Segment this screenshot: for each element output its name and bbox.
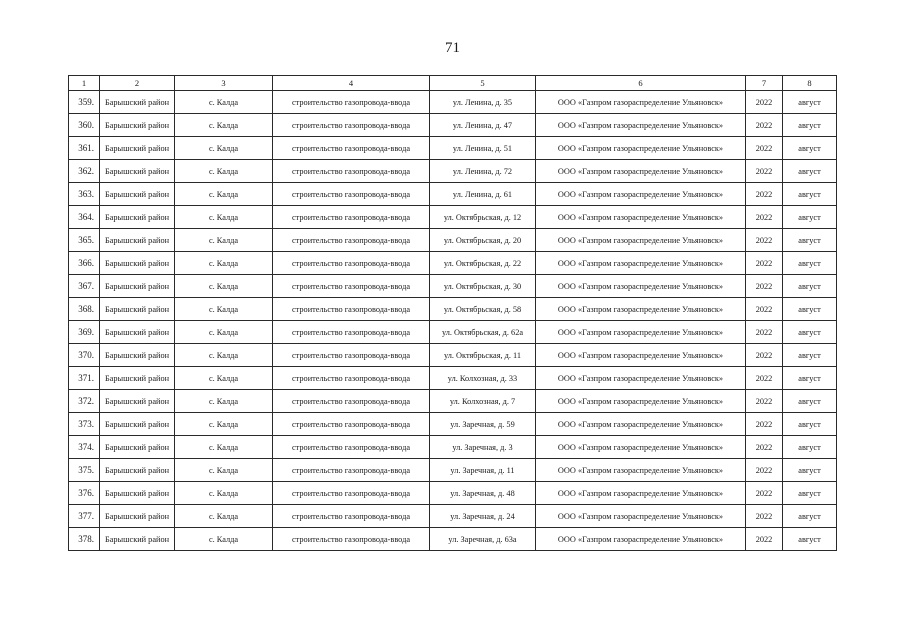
district-cell: Барышский район [100, 528, 175, 551]
table-row [69, 344, 837, 367]
column-header: 3 [175, 76, 273, 91]
organization-cell: ООО «Газпром газораспределение Ульяновск» [536, 91, 746, 114]
village-cell: с. Калда [175, 206, 273, 229]
district-cell: Барышский район [100, 206, 175, 229]
village-cell: с. Калда [175, 321, 273, 344]
year-cell: 2022 [746, 528, 783, 551]
village-cell: с. Калда [175, 183, 273, 206]
table-row [69, 298, 837, 321]
table-row [69, 528, 837, 551]
work-type-cell: строительство газопровода-ввода [273, 275, 430, 298]
work-type-cell: строительство газопровода-ввода [273, 206, 430, 229]
address-cell: ул. Ленина, д. 35 [430, 91, 536, 114]
year-cell: 2022 [746, 413, 783, 436]
table-row [69, 459, 837, 482]
district-cell: Барышский район [100, 482, 175, 505]
village-cell: с. Калда [175, 459, 273, 482]
row-number-cell: 368. [69, 298, 100, 321]
year-cell: 2022 [746, 321, 783, 344]
month-cell: август [783, 137, 837, 160]
table-row [69, 91, 837, 114]
address-cell: ул. Октябрьская, д. 62а [430, 321, 536, 344]
column-header: 8 [783, 76, 837, 91]
table-row [69, 321, 837, 344]
organization-cell: ООО «Газпром газораспределение Ульяновск» [536, 459, 746, 482]
table-row [69, 229, 837, 252]
work-type-cell: строительство газопровода-ввода [273, 183, 430, 206]
organization-cell: ООО «Газпром газораспределение Ульяновск» [536, 413, 746, 436]
column-header: 5 [430, 76, 536, 91]
month-cell: август [783, 413, 837, 436]
district-cell: Барышский район [100, 344, 175, 367]
row-number-cell: 364. [69, 206, 100, 229]
work-type-cell: строительство газопровода-ввода [273, 114, 430, 137]
village-cell: с. Калда [175, 436, 273, 459]
village-cell: с. Калда [175, 298, 273, 321]
address-cell: ул. Октябрьская, д. 58 [430, 298, 536, 321]
district-cell: Барышский район [100, 91, 175, 114]
organization-cell: ООО «Газпром газораспределение Ульяновск» [536, 229, 746, 252]
address-cell: ул. Ленина, д. 61 [430, 183, 536, 206]
year-cell: 2022 [746, 229, 783, 252]
month-cell: август [783, 229, 837, 252]
year-cell: 2022 [746, 482, 783, 505]
row-number-cell: 365. [69, 229, 100, 252]
work-type-cell: строительство газопровода-ввода [273, 528, 430, 551]
district-cell: Барышский район [100, 321, 175, 344]
table-row [69, 413, 837, 436]
works-table [68, 75, 837, 551]
table-row [69, 114, 837, 137]
column-header: 4 [273, 76, 430, 91]
village-cell: с. Калда [175, 91, 273, 114]
month-cell: август [783, 298, 837, 321]
work-type-cell: строительство газопровода-ввода [273, 367, 430, 390]
year-cell: 2022 [746, 160, 783, 183]
month-cell: август [783, 91, 837, 114]
month-cell: август [783, 436, 837, 459]
work-type-cell: строительство газопровода-ввода [273, 252, 430, 275]
organization-cell: ООО «Газпром газораспределение Ульяновск» [536, 160, 746, 183]
organization-cell: ООО «Газпром газораспределение Ульяновск» [536, 436, 746, 459]
row-number-cell: 374. [69, 436, 100, 459]
organization-cell: ООО «Газпром газораспределение Ульяновск» [536, 321, 746, 344]
month-cell: август [783, 528, 837, 551]
year-cell: 2022 [746, 206, 783, 229]
year-cell: 2022 [746, 344, 783, 367]
year-cell: 2022 [746, 252, 783, 275]
table-header-row [69, 76, 837, 91]
column-header: 6 [536, 76, 746, 91]
row-number-cell: 366. [69, 252, 100, 275]
address-cell: ул. Колхозная, д. 33 [430, 367, 536, 390]
organization-cell: ООО «Газпром газораспределение Ульяновск» [536, 114, 746, 137]
row-number-cell: 371. [69, 367, 100, 390]
district-cell: Барышский район [100, 413, 175, 436]
row-number-cell: 369. [69, 321, 100, 344]
address-cell: ул. Ленина, д. 47 [430, 114, 536, 137]
address-cell: ул. Октябрьская, д. 12 [430, 206, 536, 229]
village-cell: с. Калда [175, 390, 273, 413]
month-cell: август [783, 390, 837, 413]
work-type-cell: строительство газопровода-ввода [273, 390, 430, 413]
village-cell: с. Калда [175, 344, 273, 367]
row-number-cell: 370. [69, 344, 100, 367]
address-cell: ул. Заречная, д. 24 [430, 505, 536, 528]
month-cell: август [783, 482, 837, 505]
district-cell: Барышский район [100, 183, 175, 206]
address-cell: ул. Колхозная, д. 7 [430, 390, 536, 413]
district-cell: Барышский район [100, 275, 175, 298]
village-cell: с. Калда [175, 114, 273, 137]
district-cell: Барышский район [100, 229, 175, 252]
organization-cell: ООО «Газпром газораспределение Ульяновск» [536, 183, 746, 206]
table-row [69, 390, 837, 413]
year-cell: 2022 [746, 367, 783, 390]
table-row [69, 482, 837, 505]
village-cell: с. Калда [175, 160, 273, 183]
district-cell: Барышский район [100, 367, 175, 390]
row-number-cell: 377. [69, 505, 100, 528]
row-number-cell: 363. [69, 183, 100, 206]
month-cell: август [783, 183, 837, 206]
row-number-cell: 373. [69, 413, 100, 436]
work-type-cell: строительство газопровода-ввода [273, 160, 430, 183]
row-number-cell: 359. [69, 91, 100, 114]
work-type-cell: строительство газопровода-ввода [273, 91, 430, 114]
year-cell: 2022 [746, 137, 783, 160]
district-cell: Барышский район [100, 298, 175, 321]
row-number-cell: 375. [69, 459, 100, 482]
row-number-cell: 378. [69, 528, 100, 551]
village-cell: с. Калда [175, 482, 273, 505]
village-cell: с. Калда [175, 413, 273, 436]
table-row [69, 183, 837, 206]
year-cell: 2022 [746, 436, 783, 459]
year-cell: 2022 [746, 390, 783, 413]
village-cell: с. Калда [175, 275, 273, 298]
address-cell: ул. Заречная, д. 48 [430, 482, 536, 505]
table-row [69, 206, 837, 229]
address-cell: ул. Заречная, д. 11 [430, 459, 536, 482]
row-number-cell: 376. [69, 482, 100, 505]
work-type-cell: строительство газопровода-ввода [273, 229, 430, 252]
address-cell: ул. Заречная, д. 63а [430, 528, 536, 551]
year-cell: 2022 [746, 91, 783, 114]
organization-cell: ООО «Газпром газораспределение Ульяновск» [536, 505, 746, 528]
year-cell: 2022 [746, 298, 783, 321]
month-cell: август [783, 160, 837, 183]
month-cell: август [783, 206, 837, 229]
month-cell: август [783, 505, 837, 528]
district-cell: Барышский район [100, 137, 175, 160]
row-number-cell: 361. [69, 137, 100, 160]
district-cell: Барышский район [100, 505, 175, 528]
work-type-cell: строительство газопровода-ввода [273, 344, 430, 367]
district-cell: Барышский район [100, 390, 175, 413]
district-cell: Барышский район [100, 436, 175, 459]
year-cell: 2022 [746, 505, 783, 528]
row-number-cell: 372. [69, 390, 100, 413]
table-row [69, 275, 837, 298]
village-cell: с. Калда [175, 229, 273, 252]
organization-cell: ООО «Газпром газораспределение Ульяновск» [536, 298, 746, 321]
village-cell: с. Калда [175, 505, 273, 528]
district-cell: Барышский район [100, 252, 175, 275]
work-type-cell: строительство газопровода-ввода [273, 436, 430, 459]
address-cell: ул. Октябрьская, д. 11 [430, 344, 536, 367]
year-cell: 2022 [746, 183, 783, 206]
month-cell: август [783, 459, 837, 482]
month-cell: август [783, 275, 837, 298]
column-header: 7 [746, 76, 783, 91]
month-cell: август [783, 367, 837, 390]
year-cell: 2022 [746, 114, 783, 137]
table-body [69, 76, 837, 551]
organization-cell: ООО «Газпром газораспределение Ульяновск» [536, 482, 746, 505]
table-row [69, 252, 837, 275]
table-row [69, 137, 837, 160]
page-number: 71 [445, 40, 460, 56]
village-cell: с. Калда [175, 367, 273, 390]
organization-cell: ООО «Газпром газораспределение Ульяновск» [536, 528, 746, 551]
village-cell: с. Калда [175, 252, 273, 275]
row-number-cell: 362. [69, 160, 100, 183]
table-row [69, 436, 837, 459]
address-cell: ул. Заречная, д. 3 [430, 436, 536, 459]
address-cell: ул. Ленина, д. 51 [430, 137, 536, 160]
table-row [69, 160, 837, 183]
address-cell: ул. Октябрьская, д. 20 [430, 229, 536, 252]
year-cell: 2022 [746, 275, 783, 298]
work-type-cell: строительство газопровода-ввода [273, 505, 430, 528]
year-cell: 2022 [746, 459, 783, 482]
district-cell: Барышский район [100, 459, 175, 482]
address-cell: ул. Заречная, д. 59 [430, 413, 536, 436]
address-cell: ул. Ленина, д. 72 [430, 160, 536, 183]
row-number-cell: 367. [69, 275, 100, 298]
table-row [69, 367, 837, 390]
work-type-cell: строительство газопровода-ввода [273, 413, 430, 436]
column-header: 2 [100, 76, 175, 91]
district-cell: Барышский район [100, 114, 175, 137]
month-cell: август [783, 252, 837, 275]
organization-cell: ООО «Газпром газораспределение Ульяновск» [536, 367, 746, 390]
address-cell: ул. Октябрьская, д. 30 [430, 275, 536, 298]
village-cell: с. Калда [175, 528, 273, 551]
work-type-cell: строительство газопровода-ввода [273, 459, 430, 482]
address-cell: ул. Октябрьская, д. 22 [430, 252, 536, 275]
organization-cell: ООО «Газпром газораспределение Ульяновск» [536, 252, 746, 275]
work-type-cell: строительство газопровода-ввода [273, 482, 430, 505]
organization-cell: ООО «Газпром газораспределение Ульяновск» [536, 390, 746, 413]
month-cell: август [783, 114, 837, 137]
work-type-cell: строительство газопровода-ввода [273, 298, 430, 321]
column-header: 1 [69, 76, 100, 91]
village-cell: с. Калда [175, 137, 273, 160]
district-cell: Барышский район [100, 160, 175, 183]
organization-cell: ООО «Газпром газораспределение Ульяновск» [536, 206, 746, 229]
month-cell: август [783, 344, 837, 367]
organization-cell: ООО «Газпром газораспределение Ульяновск» [536, 137, 746, 160]
work-type-cell: строительство газопровода-ввода [273, 321, 430, 344]
table-row [69, 505, 837, 528]
organization-cell: ООО «Газпром газораспределение Ульяновск» [536, 275, 746, 298]
row-number-cell: 360. [69, 114, 100, 137]
work-type-cell: строительство газопровода-ввода [273, 137, 430, 160]
organization-cell: ООО «Газпром газораспределение Ульяновск» [536, 344, 746, 367]
month-cell: август [783, 321, 837, 344]
